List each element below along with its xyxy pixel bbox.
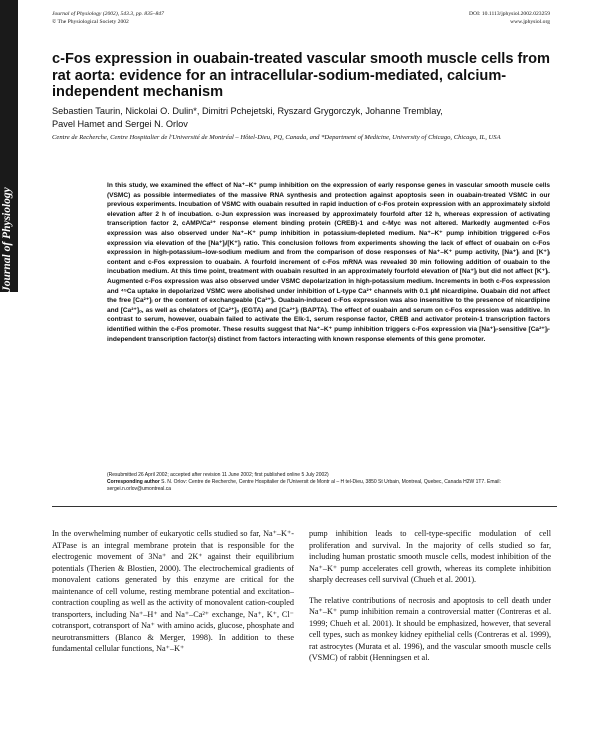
section-divider — [52, 506, 557, 507]
affiliation: Centre de Recherche, Centre Hospitalier de l'Université de Montréal – Hôtel-Dieu, PQ, Canada, and *Department of Medicine, University of Chicago, Chicago, IL, USA — [52, 134, 501, 141]
intro-paragraph-3: The relative contributions of necrosis and apoptosis to cell death under Na⁺–K⁺ pump inhibition remain a controversial matter (Contreras et al. 1999; Chueh et al. 2001). It should be emphasized, however, that several cell types, such as monkey kidney epithelial cells (Contreras et al. 1999), rat astrocytes (Murata et al. 1996), and the vascular smooth muscle cells (VSMC) of rabbit (Henningsen et al. — [309, 595, 551, 663]
journal-sidebar-band — [0, 0, 18, 292]
citation-line: Journal of Physiology (2002), 543.3, pp. 835–847 — [52, 11, 164, 17]
doi-line: DOI: 10.1113/jphysiol.2002.023259 — [468, 11, 550, 17]
body-column-left — [52, 528, 294, 664]
received-dates: (Resubmitted 26 April 2002; accepted after revision 11 June 2002; first published online 5 July 2002) — [107, 472, 329, 478]
abstract — [107, 181, 550, 344]
header-right — [469, 11, 550, 26]
header-left — [52, 11, 164, 26]
intro-paragraph-1: In the overwhelming number of eukaryotic cells studied so far, Na⁺–K⁺-ATPase is an integral membrane protein that is responsible for the electrogenic movement of 3Na⁺ and 2K⁺ against their equilibrium potentials (Therien & Blostien, 2000). The electrochemical gradients of monovalent cations generated by this enzyme are critical for the maintenance of cell volume, resting membrane potential and excitation–contraction coupling as well as the activity of monovalent cation-coupled transporters, including Na⁺–H⁺ and Na⁺–Ca²⁺ exchange, Na⁺, K⁺, Cl⁻ cotransport, cotransport of Na⁺ with amino acids, glucose, phosphate and neurotransmitters (Blanco & Merger, 1998). In addition to these fundamental cellular functions, Na⁺–K⁺ — [52, 529, 294, 654]
article-metadata — [107, 472, 552, 494]
author-list — [52, 105, 562, 130]
correspondence-text: S. N. Orlov: Centre de Recherche, Centre Hospitalier de l'Universit de Montr al – H tel-Dieu, 3850 St Urbain, Montreal, Quebec, Canada H2W 1T7. Email: sergei.n.orlov@umontreal.ca — [107, 479, 501, 493]
correspondence-label: Corresponding author — [107, 479, 160, 486]
intro-paragraph-2: pump inhibition leads to cell-type-specific modulation of cell proliferation and survival. In the majority of cells studied so far, including human prostatic smooth muscle cells, modest inhibition of the Na⁺–K⁺ pump accelerates cell growth, whereas its complete inhibition sharply decreases cell survival (Chueh et al. 2001). — [309, 529, 551, 585]
copyright-line: © The Physiological Society 2002 — [52, 18, 129, 25]
body-column-right — [309, 528, 551, 673]
authors-line-2: Pavel Hamet and Sergei N. Orlov — [52, 118, 188, 129]
correspondence — [107, 479, 552, 493]
sidebar-journal-name: Journal of Physiology — [1, 187, 13, 292]
journal-url[interactable]: www.jphysiol.org — [510, 18, 550, 25]
abstract-text: In this study, we examined the effect of Na⁺–K⁺ pump inhibition on the expression of early response genes in vascular smooth muscle cells (VSMC) as possible intermediates of the massive RNA synthesis and protection against apoptosis seen in ouabain-treated VSMC in our previous experiments. Incubation of VSMC with ouabain resulted in rapid induction of c-Fos protein expression with an approximately sixfold elevation after 2 h of incubation. c-Jun expression was increased by approximately fourfold after 12 h, whereas expression of activating transcription factor 2, cAMP/Ca²⁺ response element binding protein (CREB)-1 and c-Myc was not altered. Markedly augmented c-Fos expression was also observed under Na⁺–K⁺ pump inhibition in potassium-depleted medium. Na⁺–K⁺ pump inhibition triggered c-Fos expression via elevation of the [Na⁺]ᵢ/[K⁺]ᵢ ratio. This conclusion follows from experiments showing the lack of effect of ouabain on c-Fos expression in high-potassium–low-sodium medium and from the comparison of dose responses of Na⁺–K⁺ pump activity, [Na⁺]ᵢ and [K⁺]ᵢ content and c-Fos expression to ouabain. A fourfold increment of c-Fos mRNA was revealed 30 min following addition of ouabain to the incubation medium. At this time point, treatment with ouabain resulted in an approximately fourfold elevation of [Na⁺]ᵢ but did not affect [K⁺]ᵢ. Augmented c-Fos expression was also observed under VSMC depolarization in high-potassium medium. Increments in both c-Fos expression and ⁴⁵Ca uptake in depolarized VSMC were abolished under inhibition of L-type Ca²⁺ channels with 0.1 µM nicardipine. Ouabain did not affect the free [Ca²⁺]ᵢ or the content of exchangeable [Ca²⁺]ᵢ. Ouabain-induced c-Fos expression was also insensitive to the presence of nicardipine and [Ca²⁺]ₒ, as well as chelators of [Ca²⁺]ₒ (EGTA) and [Ca²⁺]ᵢ (BAPTA). The effect of ouabain and serum on c-Fos expression was additive. In contrast to serum, however, ouabain failed to activate the Elk-1, serum response factor, CREB and activator protein-1 transcription factors identified within the c-Fos promoter. These results suggest that Na⁺–K⁺ pump inhibition triggers c-Fos expression via [Na⁺]ᵢ-sensitive [Ca²⁺]ᵢ-independent transcription factor(s) distinct from factors interacting with known response elements of this gene promoter. — [107, 182, 550, 343]
article-title: c-Fos expression in ouabain-treated vascular smooth muscle cells from rat aorta: evidence for an intracellular-sodium-mediated, calcium-independent mechanism — [52, 51, 550, 100]
authors-line-1: Sebastien Taurin, Nickolai O. Dulin*, Dimitri Pchejetski, Ryszard Grygorczyk, Johanne Tremblay, — [52, 106, 443, 116]
